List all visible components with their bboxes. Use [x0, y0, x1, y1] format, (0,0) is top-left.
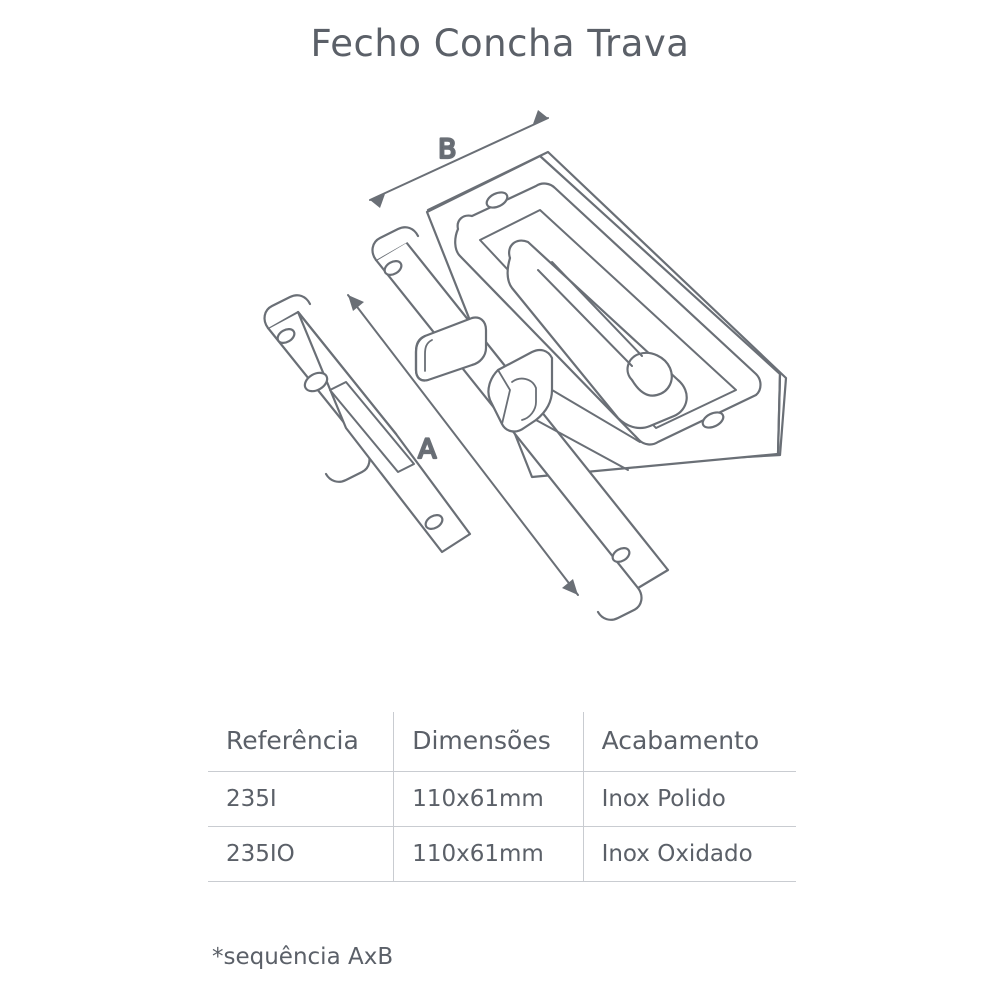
cell-dimensions: 110x61mm: [394, 772, 583, 827]
specification-table: [208, 712, 796, 882]
table-body: [208, 772, 796, 882]
cell-reference: 235IO: [208, 827, 394, 882]
cell-finish: Inox Polido: [583, 772, 796, 827]
table-header-row: [208, 712, 796, 772]
product-technical-drawing: [180, 90, 860, 630]
shell-plate: [427, 152, 786, 477]
table-head: [208, 712, 796, 772]
column-header-reference: Referência: [208, 712, 394, 772]
cell-reference: 235I: [208, 772, 394, 827]
table-row: [208, 772, 796, 827]
dimension-b-label: B: [438, 134, 457, 165]
page-title: Fecho Concha Trava: [310, 22, 690, 65]
cell-finish: Inox Oxidado: [583, 827, 796, 882]
table-row: [208, 827, 796, 882]
cell-dimensions: 110x61mm: [394, 827, 583, 882]
drawing-svg: [180, 90, 860, 630]
column-header-dimensions: Dimensões: [394, 712, 583, 772]
table-footnote: *sequência AxB: [212, 944, 394, 970]
column-header-finish: Acabamento: [583, 712, 796, 772]
dimension-a-label: A: [418, 434, 437, 465]
